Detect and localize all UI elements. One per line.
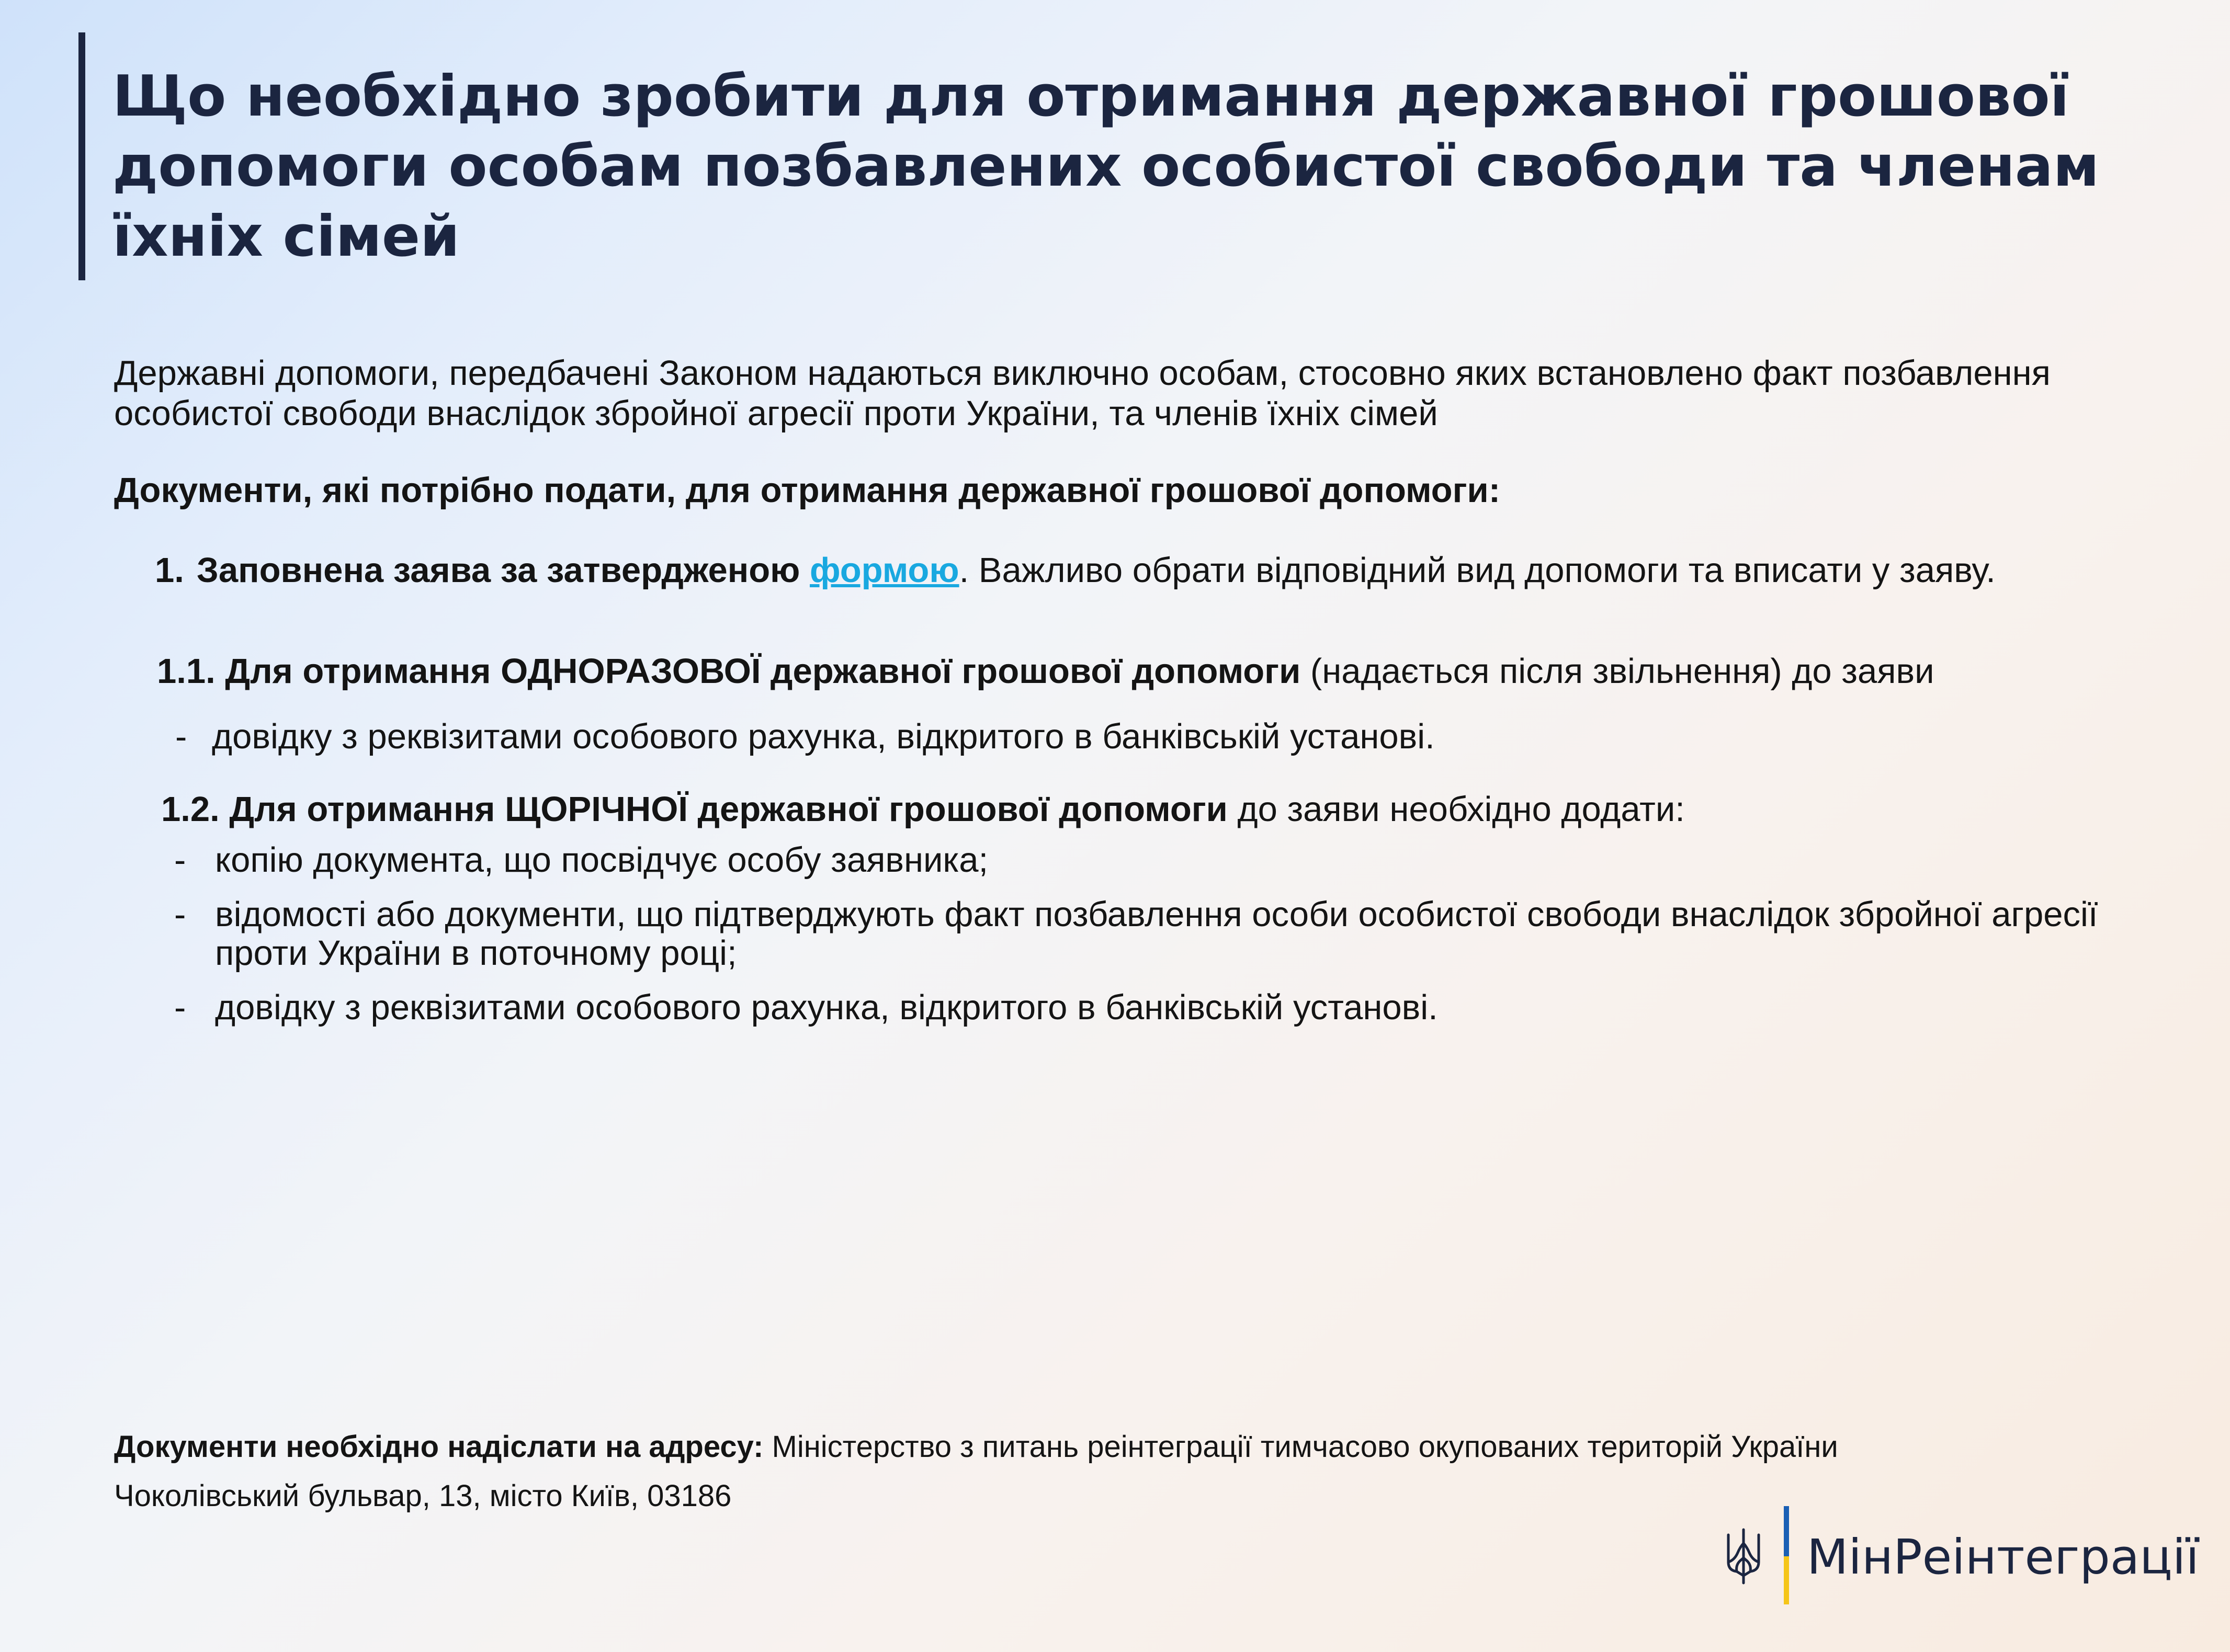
subsection-annual-rest: до заяви необхідно додати:: [1227, 790, 1685, 829]
list-item: [174, 988, 2110, 1027]
list-item: [174, 841, 2110, 880]
subsection-one-time: [157, 651, 2197, 692]
intro-paragraph: Державні допомоги, передбачені Законом надаються виключно особам, стосовно яких встановлено факт позбавлення особистої свободи внаслідок збройної агресії проти України, та членів їхніх сімей: [114, 354, 2051, 433]
subsection-one-time-rest: (надається після звільнення) до заяви: [1300, 652, 1934, 691]
dash-bullet: -: [174, 895, 186, 934]
dash-bullet: -: [175, 717, 187, 756]
list-item-text: копію документа, що посвідчує особу заявника;: [215, 840, 989, 880]
list-item-text: довідку з реквізитами особового рахунка, відкритого в банківській установі.: [215, 988, 1438, 1027]
list-item-text: довідку з реквізитами особового рахунка, відкритого в банківській установі.: [212, 717, 1435, 756]
flag-stripe-yellow: [1784, 1556, 1789, 1604]
documents-heading: Документи, які потрібно подати, для отримання державної грошової допомоги:: [114, 471, 1501, 510]
list-item: [174, 895, 2110, 973]
flag-stripe-blue: [1784, 1506, 1789, 1556]
subsection-one-time-bold: 1.1. Для отримання ОДНОРАЗОВОЇ державної грошової допомоги: [157, 652, 1301, 691]
trident-icon: [1724, 1528, 1763, 1585]
subsection-annual-bold: 1.2. Для отримання ЩОРІЧНОЇ державної грошової допомоги: [161, 790, 1228, 829]
footer-street-address: Чоколівський бульвар, 13, місто Київ, 03186: [114, 1479, 732, 1513]
list-item-bold-text: Заповнена заява за затвердженою: [196, 551, 800, 590]
dash-bullet: -: [174, 988, 186, 1027]
subsection-annual: [161, 789, 2201, 830]
list-item-number: 1.: [155, 551, 184, 590]
list-item-text: відомості або документи, що підтверджують факт позбавлення особи особистої свободи внаслідок збройної агресії проти України в поточному році;: [215, 895, 2098, 973]
title-accent-bar: [78, 32, 85, 280]
footer-address-line: [114, 1429, 2180, 1465]
list-item: [175, 717, 2111, 756]
logo-name: МінРеінтеграції: [1807, 1529, 2199, 1585]
dash-bullet: -: [174, 840, 186, 880]
footer-recipient: Міністерство з питань реінтеграції тимчасово окупованих територій України: [763, 1430, 1838, 1464]
page-title: Що необхідно зробити для отримання державної грошової допомоги особам позбавлених особистої свободи та членам їхніх сімей: [112, 64, 2100, 269]
list-item-1: [155, 543, 2012, 598]
form-link[interactable]: формою: [810, 551, 959, 590]
list-item-rest-text: . Важливо обрати відповідний вид допомоги та вписати у заяву.: [959, 551, 1996, 590]
footer-label: Документи необхідно надіслати на адресу:: [114, 1430, 764, 1464]
ministry-logo: [1724, 1505, 2199, 1604]
